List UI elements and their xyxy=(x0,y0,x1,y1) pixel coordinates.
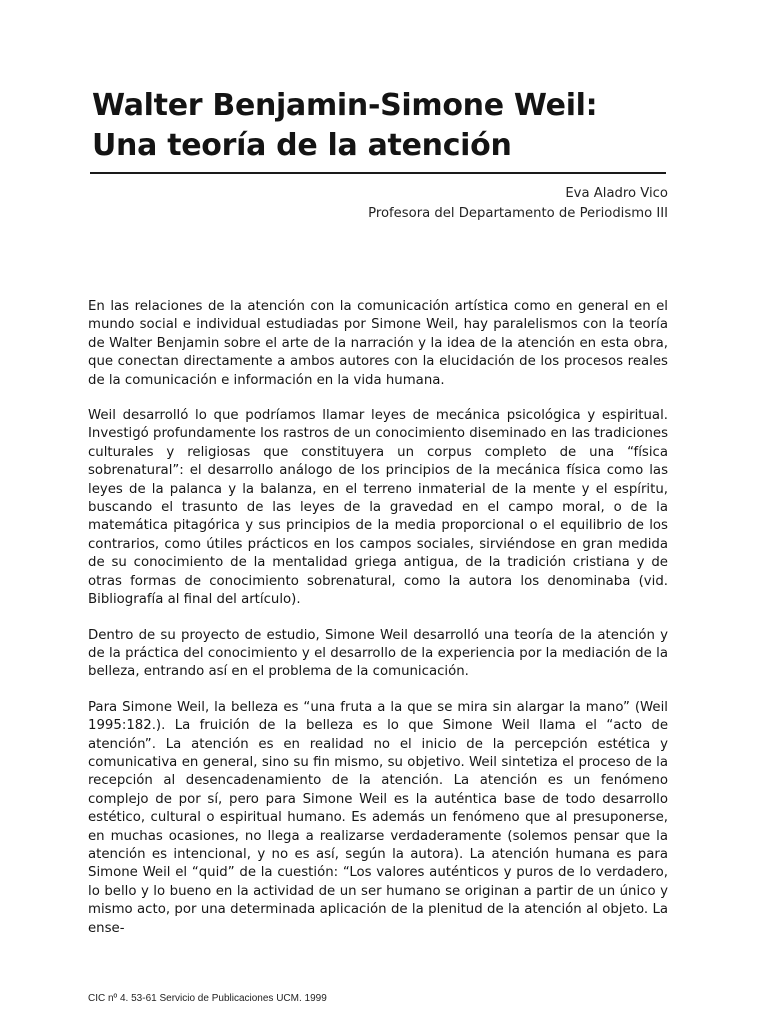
article-title xyxy=(92,86,672,166)
author-block xyxy=(368,184,668,224)
paragraph-3: Dentro de su proyecto de estudio, Simone Weil desarrolló una teoría de la atención y de la práctica del conocimiento y el desarrollo de la experiencia por la mediación de la belleza, entrando así en el problema de la comunicación. xyxy=(88,627,668,680)
author-affiliation: Profesora del Departamento de Periodismo III xyxy=(368,206,668,221)
paragraph-4: Para Simone Weil, la belleza es “una fruta a la que se mira sin alargar la mano” (Weil 1995:182.). La fruición de la belleza es lo que Simone Weil llama el “acto de atención”. La atención es en realidad no el inicio de la percepción estética y comunicativa en general, sino su fin mismo, su objetivo. Weil sintetiza el proceso de la recepción al desencadenamiento de la atención. La atención es un fenómeno complejo de por sí, pero para Simone Weil es la auténtica base de todo desarrollo estético, cultural o espiritual humano. Es además un fenómeno que al presuponerse, en muchas ocasiones, no llega a realizarse verdaderamente (solemos pensar que la atención es intencional, y no es así, según la autora). La atención humana es para Simone Weil el “quid” de la cuestión: “Los valores auténticos y puros de lo verdadero, lo bello y lo bueno en la actividad de un ser humano se originan a partir de un único y mismo acto, por una determinada aplicación de la plenitud de la atención al objeto. La ense- xyxy=(88,699,668,936)
author-name: Eva Aladro Vico xyxy=(565,186,668,201)
article-title-line-1: Walter Benjamin-Simone Weil: xyxy=(92,88,598,123)
title-divider xyxy=(90,172,666,174)
page-footer-citation: CIC nº 4. 53-61 Servicio de Publicaciones UCM. 1999 xyxy=(88,993,327,1004)
paragraph-1: En las relaciones de la atención con la comunicación artística como en general en el mundo social e individual estudiadas por Simone Weil, hay paralelismos con la teoría de Walter Benjamin sobre el arte de la narración y la idea de la atención en esta obra, que conectan directamente a ambos autores con la elucidación de los procesos reales de la comunicación e información en la vida humana. xyxy=(88,299,668,388)
article-body xyxy=(88,298,668,955)
paragraph-2: Weil desarrolló lo que podríamos llamar leyes de mecánica psicológica y espiritual. Investigó profundamente los rastros de un conocimiento diseminado en las tradiciones culturales y religiosas que constituyera un corpus completo de una “física sobrenatural”: el desarrollo análogo de los principios de la mecánica física como las leyes de la palanca y la balanza, en el terreno inmaterial de la mente y el espíritu, buscando el trasunto de las leyes de la gravedad en el campo moral, o de la matemática pitagórica y sus principios de la media proporcional o el equilibrio de los contrarios, como útiles prácticos en los campos sociales, sirviéndose en gran medida de su conocimiento de la mentalidad griega antigua, de la tradición cristiana y de otras formas de conocimiento sobrenatural, como la autora los denominaba (vid. Bibliografía al final del artículo). xyxy=(88,408,668,608)
article-title-line-2: Una teoría de la atención xyxy=(92,128,512,163)
